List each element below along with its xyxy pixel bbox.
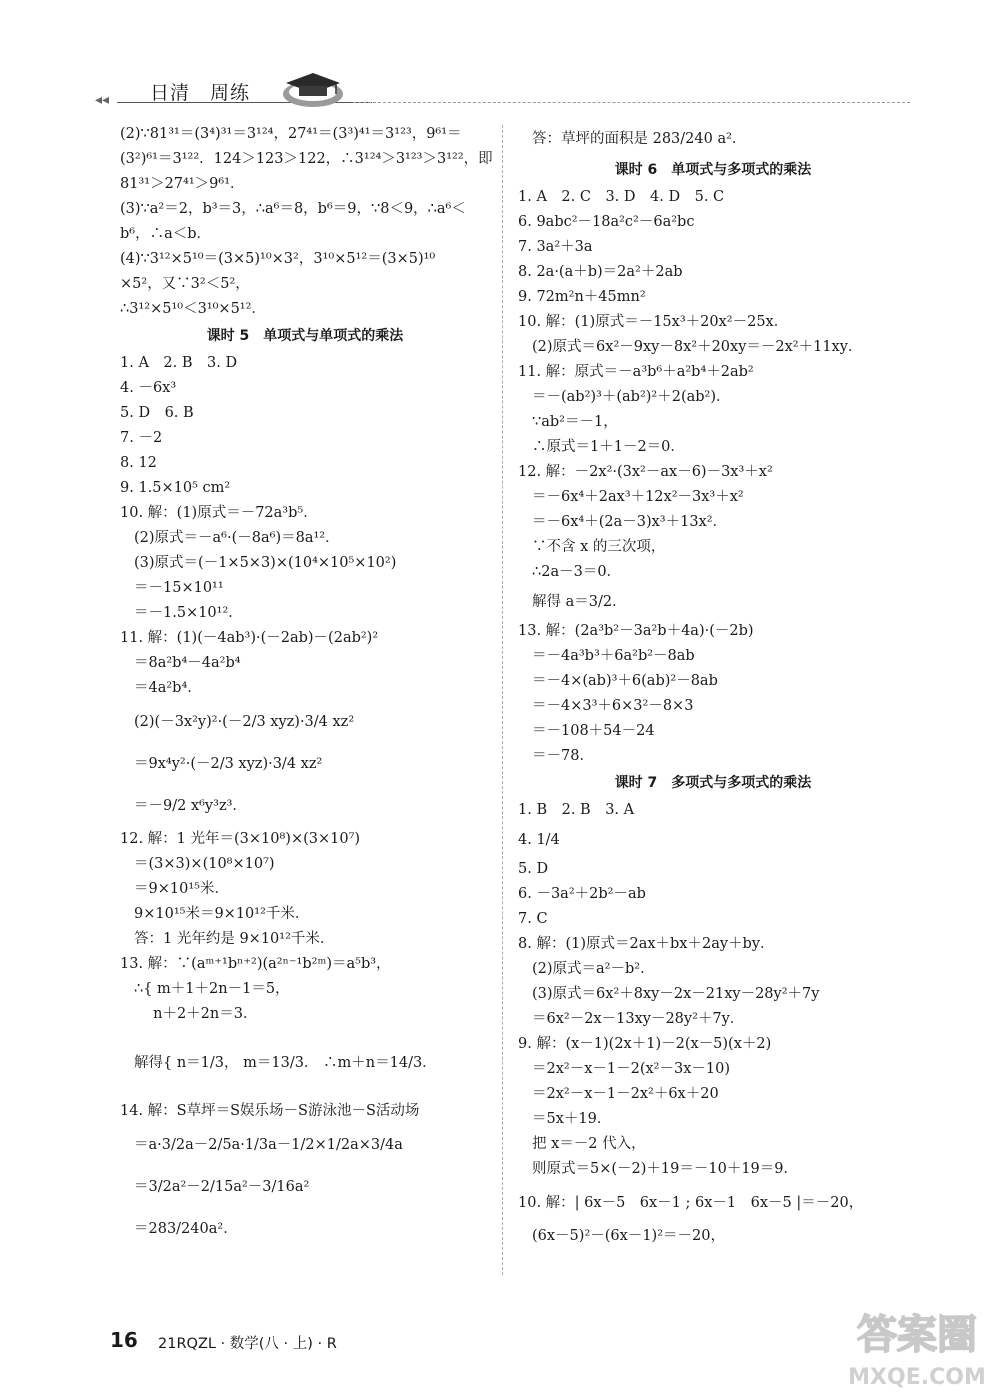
answer-line: 12. 解：－2x²·(3x²－ax－6)－3x³＋x²	[518, 464, 773, 480]
answer-line: 9. 解：(x－1)(2x＋1)－2(x－5)(x＋2)	[518, 1036, 772, 1052]
answer-line: (3²)⁶¹＝3¹²²．124＞123＞122，∴3¹²⁴＞3¹²³＞3¹²²，即	[120, 151, 493, 167]
answer-line: 解得{ n＝1/3， m＝13/3． ∴m＋n＝14/3．	[134, 1055, 437, 1071]
answer-line: 11. 解：(1)(－4ab³)·(－2ab)－(2ab²)²	[120, 630, 379, 646]
answer-line: ＝283/240a²．	[134, 1221, 238, 1237]
answer-line: ＝－9/2 x⁶y³z³．	[134, 798, 247, 814]
answer-line: (3)原式＝(－1×5×3)×(10⁴×10⁵×10²)	[134, 555, 397, 571]
answer-line: ＝9x⁴y²·(－2/3 xyz)·3/4 xz²	[134, 756, 323, 772]
page-footer	[110, 1328, 337, 1352]
answer-line: 答：1 光年约是 9×10¹²千米．	[134, 931, 335, 947]
watermark-line2: MXQE.COM	[848, 1365, 986, 1390]
section-heading: 课时 5 单项式与单项式的乘法	[206, 328, 404, 344]
answer-line: 7. C	[518, 911, 548, 927]
answer-line: 4. 1/4	[518, 832, 560, 848]
answer-line: (2)原式＝6x²－9xy－8x²＋20xy＝－2x²＋11xy．	[532, 339, 863, 355]
section-heading: 课时 7 多项式与多项式的乘法	[614, 775, 812, 791]
answer-line: ＝a·3/2a－2/5a·1/3a－1/2×1/2a×3/4a	[134, 1137, 403, 1153]
graduation-cap-icon	[280, 70, 346, 114]
answer-line: ＝8a²b⁴－4a²b⁴	[134, 655, 241, 671]
answer-line: 13. 解：∵(aᵐ⁺¹bⁿ⁺²)(a²ⁿ⁻¹b²ᵐ)＝a⁵b³，	[120, 956, 391, 972]
page-number: 16	[110, 1328, 138, 1352]
answer-line: 10. 解：(1)原式＝－72a³b⁵．	[120, 505, 318, 521]
answer-line: 6. －3a²＋2b²－ab	[518, 886, 646, 902]
footer-text: 21RQZL · 数学(八 · 上) · R	[158, 1336, 337, 1352]
answer-line: ∵ab²＝－1，	[532, 414, 618, 430]
answer-line: ＝－108＋54－24	[532, 723, 655, 739]
answer-line: 10. 解：(1)原式＝－15x³＋20x²－25x．	[518, 314, 789, 330]
answer-line: (2)∵81³¹＝(3⁴)³¹＝3¹²⁴，27⁴¹＝(3³)⁴¹＝3¹²³，9⁶¹＝	[120, 126, 462, 142]
answer-line: ∴{ m＋1＋2n－1＝5，	[134, 981, 290, 997]
answer-line: (3)原式＝6x²＋8xy－2x－21xy－28y²＋7y	[532, 986, 820, 1002]
answer-line: 9. 1.5×10⁵ cm²	[120, 480, 231, 496]
answer-line: ＝6x²－2x－13xy－28y²＋7y．	[532, 1011, 745, 1027]
answer-line: 5. D 6. B	[120, 405, 194, 421]
answer-line: ∴原式＝1＋1－2＝0．	[532, 439, 685, 455]
answer-line: 解得 a＝3/2．	[532, 594, 627, 610]
watermark-line1: 答案圈	[857, 1312, 977, 1358]
answer-line: ＝－4×(ab)³＋6(ab)²－8ab	[532, 673, 718, 689]
answer-line: 13. 解：(2a³b²－3a²b＋4a)·(－2b)	[518, 623, 754, 639]
answer-line: 1. A 2. B 3. D	[120, 355, 238, 371]
answer-line: 则原式＝5×(－2)＋19＝－10＋19＝9．	[532, 1161, 798, 1177]
answer-line: ＝(3×3)×(10⁸×10⁷)	[134, 856, 275, 872]
answer-line: 7. 3a²＋3a	[518, 239, 593, 255]
answer-line: 1. B 2. B 3. A	[518, 802, 635, 818]
answer-line: ＝－(ab²)³＋(ab²)²＋2(ab²)．	[532, 389, 731, 405]
answer-line: 10. 解：| 6x－5 6x－1 ; 6x－1 6x－5 |＝－20，	[518, 1195, 864, 1211]
header-dashed-rule	[353, 102, 910, 103]
answer-line: (2)原式＝a²－b²．	[532, 961, 655, 977]
page-header	[95, 70, 910, 110]
answer-line: 7. －2	[120, 430, 163, 446]
answer-line: 6. 9abc²－18a²c²－6a²bc	[518, 214, 695, 230]
answer-line: ＝－15×10¹¹	[134, 580, 224, 596]
answer-line: ＝－6x⁴＋(2a－3)x³＋13x²．	[532, 514, 728, 530]
answer-line: (3)∵a²＝2，b³＝3，∴a⁶＝8，b⁶＝9，∵8＜9，∴a⁶＜	[120, 201, 466, 217]
answer-line: ＝－4×3³＋6×3²－8×3	[532, 698, 694, 714]
watermark-logo	[835, 1300, 1000, 1392]
answer-line: 5. D	[518, 861, 549, 877]
right-column	[518, 122, 908, 1249]
answer-line: 把 x＝－2 代入，	[532, 1136, 646, 1152]
answer-line: ＝3/2a²－2/15a²－3/16a²	[134, 1179, 310, 1195]
answer-line: 4. －6x³	[120, 380, 177, 396]
answer-line: ＝5x＋19．	[532, 1111, 612, 1127]
answer-line: ＝－4a³b³＋6a²b²－8ab	[532, 648, 695, 664]
answer-line: 9. 72m²n＋45mn²	[518, 289, 646, 305]
answer-line: ×5²，又∵3²＜5²，	[120, 276, 250, 292]
answer-line: 14. 解：S草坪＝S娱乐场－S游泳池－S活动场	[120, 1103, 420, 1119]
answer-line: ＝－78．	[532, 748, 594, 764]
answer-line: (2)(－3x²y)²·(－2/3 xyz)·3/4 xz²	[134, 714, 355, 730]
answer-line: 9×10¹⁵米＝9×10¹²千米．	[134, 906, 310, 922]
answer-line: 8. 2a·(a＋b)＝2a²＋2ab	[518, 264, 683, 280]
answer-line: ＝9×10¹⁵米．	[134, 881, 229, 897]
answer-line: ＝2x²－x－1－2(x²－3x－10)	[532, 1061, 731, 1077]
answer-line: ＝－1.5×10¹²．	[134, 605, 243, 621]
answer-line: 11. 解：原式＝－a³b⁶＋a²b⁴＋2ab²	[518, 364, 754, 380]
answer-line: ＝4a²b⁴．	[134, 680, 202, 696]
column-divider	[502, 125, 503, 1275]
answer-line: (2)原式＝－a⁶·(－8a⁶)＝8a¹²．	[134, 530, 340, 546]
answer-line: ＝2x²－x－1－2x²＋6x＋20	[532, 1086, 719, 1102]
answer-line: ＝－6x⁴＋2ax³＋12x²－3x³＋x²	[532, 489, 744, 505]
answer-line: (6x－5)²－(6x－1)²＝－20，	[532, 1228, 725, 1244]
section-heading: 课时 6 单项式与多项式的乘法	[614, 162, 812, 178]
answer-line: ∵不含 x 的三次项，	[532, 539, 666, 555]
answer-line: 1. A 2. C 3. D 4. D 5. C	[518, 189, 725, 205]
answer-line: (4)∵3¹²×5¹⁰＝(3×5)¹⁰×3²，3¹⁰×5¹²＝(3×5)¹⁰	[120, 251, 436, 267]
left-column	[120, 122, 493, 1250]
answer-line: 12. 解：1 光年＝(3×10⁸)×(3×10⁷)	[120, 831, 361, 847]
answer-line: 答：草坪的面积是 283/240 a²．	[532, 131, 747, 147]
header-title: 日清 周练	[150, 82, 251, 104]
answer-line: ∴2a－3＝0．	[532, 564, 622, 580]
answer-line: ∴3¹²×5¹⁰＜3¹⁰×5¹²．	[120, 301, 266, 317]
answer-line: 8. 12	[120, 455, 157, 471]
answer-line: b⁶，∴a＜b．	[120, 226, 212, 242]
answer-line: 8. 解：(1)原式＝2ax＋bx＋2ay＋by．	[518, 936, 775, 952]
arrow-icon: ◂◂	[95, 92, 110, 108]
answer-line: 81³¹＞27⁴¹＞9⁶¹．	[120, 176, 245, 192]
answer-line: n＋2＋2n＝3．	[134, 1006, 258, 1022]
